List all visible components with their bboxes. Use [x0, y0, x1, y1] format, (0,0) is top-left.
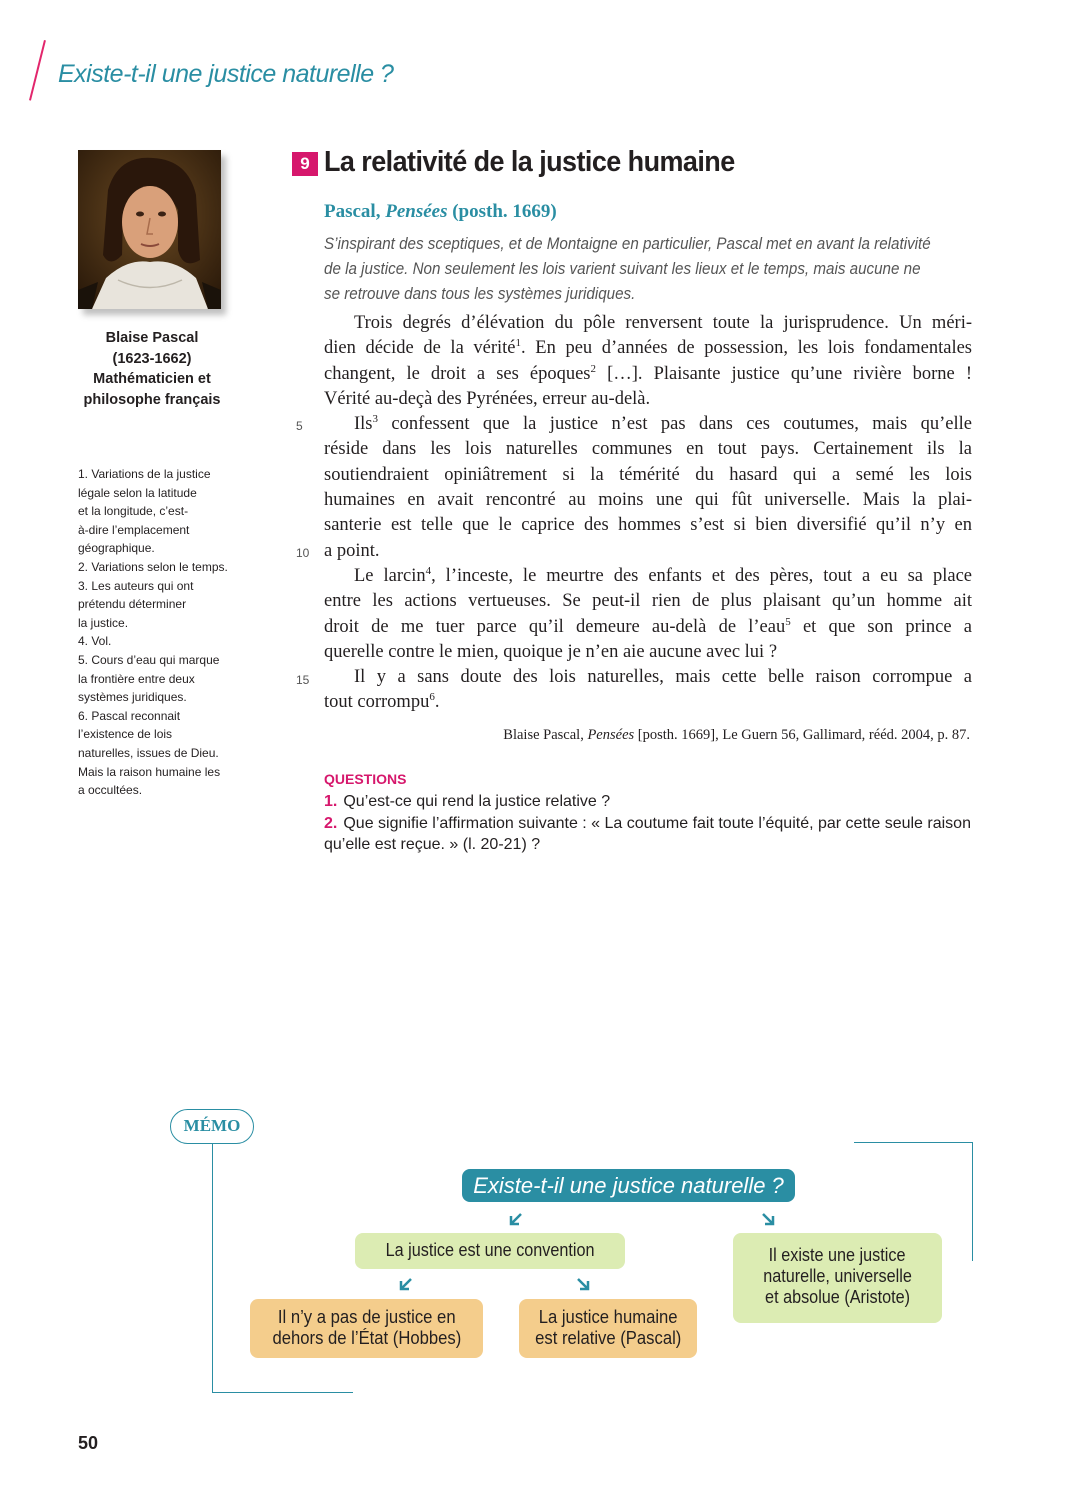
memo-convention-box: La justice est une convention	[355, 1233, 625, 1269]
questions-title: QUESTIONS	[324, 771, 407, 787]
text-line: réside dans les lois naturelles communes en tout pays. Certainement ils la	[324, 439, 972, 460]
text-line: Vérité au-deçà des Pyrénées, erreur au-delà.	[324, 388, 651, 409]
section-title: La relativité de la justice humaine	[324, 146, 735, 178]
text-line: Ils$^3$ confessent que la justice n’est pas dans ces coutumes, mais qu’elle	[354, 413, 972, 435]
intro-paragraph: S’inspirant des sceptiques, et de Montaigne en particulier, Pascal met en avant la relativité de la justice. Non seulement les lois varient suivant les lieux et le temps, mais aucune ne se retrouve dans tous les systèmes juridiques.	[324, 235, 931, 303]
text-line: a point.	[324, 540, 380, 561]
text-line: droit de me tuer parce qu’il demeure au-delà de l’eau$^5$ et que son prince a	[324, 615, 972, 637]
section-number-badge: 9	[292, 152, 318, 176]
text-line: Le larcin$^4$, l’inceste, le meurtre des enfants et des pères, tout a eu sa place	[354, 564, 972, 586]
blaise-pascal-portrait	[78, 150, 221, 309]
source-line: Pascal, Pensées (posth. 1669)	[324, 201, 557, 222]
line-number: 5	[296, 419, 303, 433]
memo-natural-justice-box: Il existe une justice naturelle, universelle et absolue (Aristote)	[733, 1233, 942, 1323]
question-item: 2. Que signifie l’affirmation suivante : « La coutume fait toute l’équité, par cette seule raison qu’elle est reçue. » (l. 20-21) ?	[324, 814, 971, 853]
text-line: humaines en avait rencontré au moins une qui fût universelle. Mais la plai-	[324, 490, 972, 511]
page-number: 50	[78, 1433, 99, 1453]
portrait-caption: Blaise Pascal (1623-1662) Mathématicien et philosophe français	[83, 330, 221, 408]
footnotes: 1. Variations de la justice légale selon la latitude et la longitude, c’est- à-dire l’emplacement géographique. 2. Variations selon le temps. 3. Les auteurs qui ont prétendu déterminer la justice. 4. Vol. 5. Cours d’eau qui marque la frontière entre deux systèmes juridiques. 6. Pascal reconnait l’existence de lois naturelles, issues de Dieu. Mais la raison humaine les a occultées.	[78, 467, 228, 798]
text-line: changent, le droit a ses époques$^2$ […]. Plaisante justice qu’une rivière borne !	[324, 362, 972, 384]
main-text	[324, 311, 974, 716]
text-line: soutiendraient opiniâtrement si la témérité du hasard qui a semé les lois	[324, 464, 972, 485]
line-number: 15	[296, 673, 310, 687]
text-line: Il y a sans doute des lois naturelles, mais cette belle raison corrompue a	[354, 667, 972, 688]
memo-pascal-box: La justice humaine est relative (Pascal)	[519, 1299, 697, 1358]
bibliographic-reference: Blaise Pascal, Pensées [posth. 1669], Le Guern 56, Gallimard, rééd. 2004, p. 87.	[503, 727, 970, 743]
arrow-down-right-icon	[575, 1276, 591, 1292]
header-slash-decoration	[29, 40, 46, 101]
line-number: 10	[296, 546, 310, 560]
text-line: tout corrompu$^6$.	[324, 691, 440, 713]
questions-list	[324, 791, 984, 856]
memo-main-question: Existe-t-il une justice naturelle ?	[462, 1169, 795, 1202]
text-line: santerie est telle que le caprice des hommes s’est si bien diversifié qu’il n’y en	[324, 515, 972, 536]
text-line: Trois degrés d’élévation du pôle renversent toute la jurisprudence. Un méri-	[354, 313, 972, 333]
text-line: dien décide de la vérité$^1$. En peu d’années de possession, les lois fondamentales	[324, 337, 972, 359]
memo-label: MÉMO	[170, 1109, 254, 1144]
arrow-down-right-icon	[760, 1211, 776, 1227]
question-item: 1. Qu’est-ce qui rend la justice relative ?	[324, 793, 611, 810]
text-line: querelle contre le mien, quoique je n’en aie aucune avec lui ?	[324, 641, 778, 662]
page-header-title: Existe-t-il une justice naturelle ?	[58, 60, 394, 88]
arrow-down-left-icon	[508, 1211, 524, 1227]
memo-hobbes-box: Il n’y a pas de justice en dehors de l’État (Hobbes)	[250, 1299, 483, 1358]
text-line: entre les actions vertueuses. Se peut-il rien de plus plaisant qu’un homme ait	[324, 591, 972, 612]
arrow-down-left-icon	[398, 1276, 414, 1292]
